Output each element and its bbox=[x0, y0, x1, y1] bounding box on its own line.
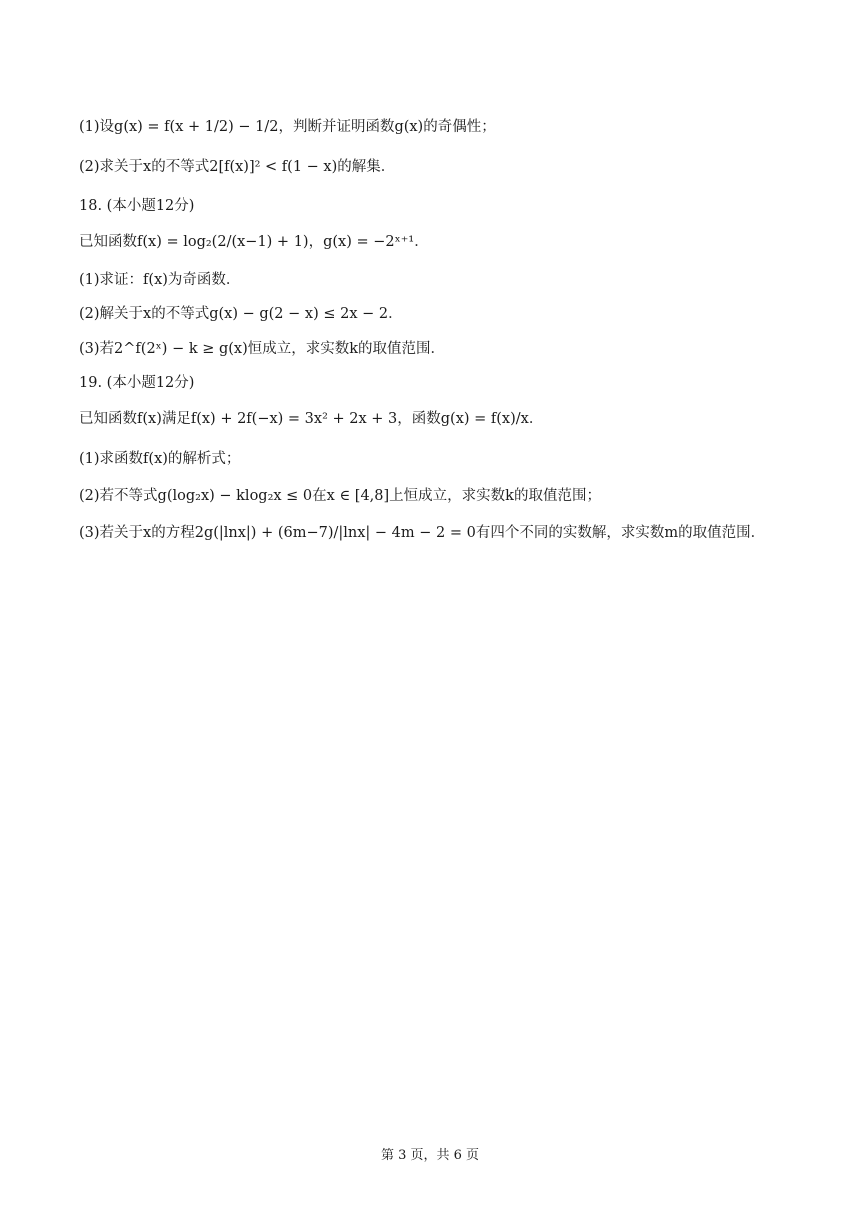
q18-part3: (3)若2^f(2ˣ) − k ≥ g(x)恒成立，求实数k的取值范围． bbox=[79, 341, 446, 357]
q19-part1: (1)求函数f(x)的解析式； bbox=[79, 451, 241, 467]
q19-part2: (2)若不等式g(log₂x) − klog₂x ≤ 0在x ∈ [4,8]上恒成立，求实数k的取值范围； bbox=[79, 488, 601, 504]
q18-heading: 18. (本小题12分) bbox=[79, 198, 195, 214]
q18-stem: 已知函数f(x) = log₂(2/(x−1) + 1)，g(x) = −2ˣ⁺¹． bbox=[79, 234, 429, 250]
q17-part2: (2)求关于x的不等式2[f(x)]² < f(1 − x)的解集． bbox=[79, 159, 396, 175]
q17-part1: (1)设g(x) = f(x + 1/2) − 1/2，判断并证明函数g(x)的奇偶性； bbox=[79, 119, 496, 135]
q19-heading: 19. (本小题12分) bbox=[79, 375, 195, 391]
q19-part3: (3)若关于x的方程2g(|lnx|) + (6m−7)/|lnx| − 4m − 2 = 0有四个不同的实数解，求实数m的取值范围． bbox=[79, 525, 766, 541]
q18-part2: (2)解关于x的不等式g(x) − g(2 − x) ≤ 2x − 2． bbox=[79, 306, 403, 322]
q19-stem: 已知函数f(x)满足f(x) + 2f(−x) = 3x² + 2x + 3，函数g(x) = f(x)/x． bbox=[79, 411, 544, 427]
page-footer: 第 3 页，共 6 页 bbox=[380, 1148, 480, 1163]
q18-part1: (1)求证：f(x)为奇函数． bbox=[79, 272, 241, 288]
